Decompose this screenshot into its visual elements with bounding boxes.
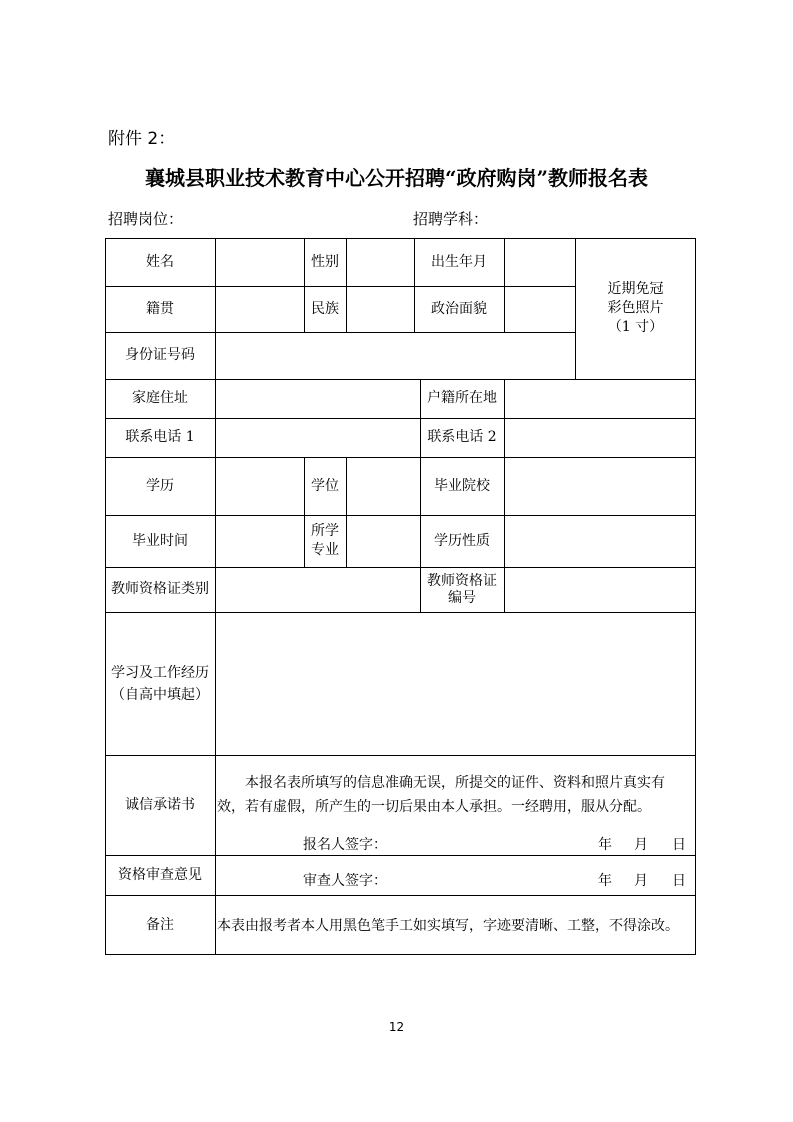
integrity-pledge-label: 诚信承诺书: [125, 796, 195, 813]
review-month: 月: [634, 873, 648, 889]
photo-line-3: （1 寸）: [607, 319, 664, 335]
education-label: 学历: [146, 477, 174, 494]
phone2-label: 联系电话 2: [427, 429, 497, 445]
experience-line-1: 学习及工作经历: [111, 664, 209, 681]
cert-number-line-1: 教师资格证: [427, 572, 497, 589]
political-status-label: 政治面貌: [431, 300, 487, 317]
experience-label: [105, 612, 215, 755]
cert-type-label: 教师资格证类别: [111, 581, 209, 597]
household-registration-label: 户籍所在地: [427, 390, 497, 406]
applicant-day: 日: [672, 837, 686, 853]
education-type-label: 学历性质: [434, 532, 490, 549]
major-line-1: 所学: [311, 523, 339, 539]
photo-line-1: 近期免冠: [607, 281, 664, 297]
cert-number-line-2: 编号: [448, 589, 476, 606]
integrity-text-line-1: 本报名表所填写的信息准确无误，所提交的证件、资料和照片真实有: [245, 775, 665, 791]
major-line-2: 专业: [311, 542, 339, 558]
remarks-label: 备注: [146, 916, 174, 933]
recruit-subject-label: 招聘学科：: [413, 210, 489, 228]
experience-line-2: （自高中填起）: [111, 686, 209, 703]
applicant-month: 月: [634, 837, 648, 853]
review-day: 日: [672, 873, 686, 889]
applicant-signature-label: 报名人签字：: [303, 837, 387, 853]
home-address-label: 家庭住址: [132, 390, 188, 406]
integrity-text-line-2: 效，若有虚假，所产生的一切后果由本人承担。一经聘用，服从分配。: [217, 799, 651, 815]
page-number: 12: [388, 1020, 405, 1034]
name-label: 姓名: [146, 253, 174, 270]
photo-line-2: 彩色照片: [607, 300, 664, 316]
native-place-label: 籍贯: [146, 300, 174, 317]
review-year: 年: [598, 873, 612, 889]
major-label: [304, 515, 346, 567]
registration-form-table: [105, 238, 696, 955]
photo-placeholder: [575, 238, 696, 379]
reviewer-signature-label: 审查人签字：: [303, 873, 387, 889]
gender-label: 性别: [311, 253, 339, 270]
birth-date-label: 出生年月: [431, 253, 487, 270]
ethnicity-label: 民族: [311, 300, 339, 317]
recruit-position-label: 招聘岗位：: [108, 210, 184, 228]
phone1-label: 联系电话 1: [125, 429, 195, 445]
graduation-time-label: 毕业时间: [132, 532, 188, 549]
form-title: 襄城县职业技术教育中心公开招聘“政府购岗”教师报名表: [144, 166, 648, 190]
attachment-label: 附件 2：: [108, 129, 176, 149]
remarks-text: 本表由报考者本人用黑色笔手工如实填写，字迹要清晰、工整，不得涂改。: [217, 918, 679, 934]
degree-label: 学位: [311, 477, 339, 494]
applicant-year: 年: [598, 837, 612, 853]
cert-number-label: [420, 567, 504, 612]
review-opinion-label: 资格审查意见: [118, 866, 202, 883]
id-number-label: 身份证号码: [125, 347, 195, 363]
graduate-school-label: 毕业院校: [434, 477, 490, 494]
